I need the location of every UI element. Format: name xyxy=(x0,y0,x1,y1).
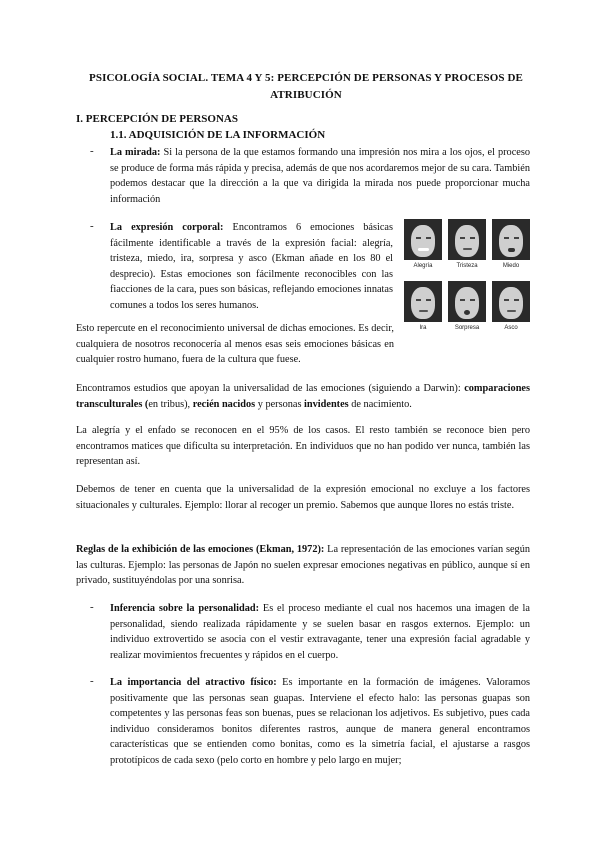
text-expresion: Encontramos 6 emociones básicas fácilmente identificable a través de la expresión facial: alegría, tristeza, miedo, ira, sorpresa y asco (Ekman añade en los 80 el desprecio). Estas emociones son fácilmente reconocibles con las fiacciones de la cara, pues son básicas, reflejando emociones innatas comunes a todos los seres humanos. xyxy=(110,222,394,311)
text-span: de nacimiento. xyxy=(348,398,412,410)
bullet-dash: - xyxy=(90,145,94,157)
paragraph-inferencia xyxy=(110,601,530,663)
text-span: en tribus), xyxy=(148,398,193,410)
page-title: PSICOLOGÍA SOCIAL. TEMA 4 Y 5: PERCEPCIÓN DE PERSONAS Y PROCESOS DE ATRIBUCIÓN xyxy=(89,72,523,101)
paragraph-alegria: La alegría y el enfado se reconocen en el 95% de los casos. El resto también se reconoce bien pero encontramos matices que dificulta su interpretación. En individuos que no han podido ver nunca, también las representan así. xyxy=(76,425,530,468)
text-mirada: Si la persona de la que estamos formando una impresión nos mira a los ojos, el proceso se produce de forma más rápida y precisa, además de que nos acordaremos mejor de su cara. También podemos destacar que la dirección a la que va dirigida la mirada nos puede proporcionar mucha información xyxy=(110,147,530,205)
figure-label: Alegría xyxy=(413,263,433,269)
paragraph-expresion xyxy=(110,220,393,314)
paragraph-mirada xyxy=(110,145,530,207)
bullet-dash: - xyxy=(90,601,94,613)
face-image xyxy=(492,281,530,322)
bold-span: comparaciones transculturales ( xyxy=(76,383,530,410)
paragraph-debemos: Debemos de tener en cuenta que la universalidad de la expresión emocional no excluye a los factores situacionales y culturales. Ejemplo: llorar al recoger un premio. Sabemos que aunque llores no estás triste. xyxy=(76,484,530,511)
face-image xyxy=(448,219,486,260)
figure-label: Miedo xyxy=(502,263,520,269)
label-reglas: Reglas de la exhibición de las emociones (Ekman, 1972): xyxy=(76,544,325,555)
paragraph-repercute: Esto repercute en el reconocimiento universal de dichas emociones. Es decir, cualquiera de nosotros reconocería al menos esas seis emociones básicas en cualquier rostro humano, fuera de la cultura que fuese. xyxy=(76,323,394,366)
bold-span: invidentes xyxy=(304,398,349,410)
face-image xyxy=(492,219,530,260)
paragraph-estudios xyxy=(76,381,530,412)
emotions-figure xyxy=(402,219,532,332)
text-span: Encontramos estudios que apoyan la universalidad de las emociones (siguiendo a Darwin): xyxy=(76,383,465,394)
label-mirada: La mirada: xyxy=(110,147,161,158)
label-expresion: La expresión corporal: xyxy=(110,222,224,233)
face-image xyxy=(404,281,442,322)
paragraph-reglas xyxy=(76,542,530,589)
bold-span: recién nacidos xyxy=(192,398,256,410)
bullet-dash: - xyxy=(90,220,94,232)
face-image xyxy=(448,281,486,322)
figure-label: Ira xyxy=(419,325,427,331)
text-atractivo: Es importante en la formación de imágenes. Valoramos positivamente que las personas sean guapas. Interviene el efecto halo: las personas guapas son competentes y las personas feas son buenas, pues se relacionan los adjetivos. Es subjetivo, pues cada individuo consideramos bonitos diferentes rastros, aunque de manera general encontramos características que se entienden como bonitas, como es la simetría facial, el ajustarse a rasgos prototípicos de cada sexo (pelo corto en hombre y pelo largo en mujer; xyxy=(110,677,530,766)
section-heading: I. PERCEPCIÓN DE PERSONAS xyxy=(76,113,238,125)
label-inferencia: Inferencia sobre la personalidad: xyxy=(110,603,260,614)
figure-label: Sorpresa xyxy=(454,325,480,331)
figure-label: Tristeza xyxy=(456,263,478,269)
paragraph-atractivo xyxy=(110,675,530,769)
figure-label: Asco xyxy=(504,325,518,331)
subsection-heading: 1.1. ADQUISICIÓN DE LA INFORMACIÓN xyxy=(110,129,326,141)
label-atractivo: La importancia del atractivo físico: xyxy=(110,677,277,688)
face-image xyxy=(404,219,442,260)
bullet-dash: - xyxy=(90,675,94,687)
text-reglas: La representación de las emociones varían según las culturas. Ejemplo: las personas de Japón no suelen expresar emociones negativas en público, aunque sí en privado, sustituyéndolas por una sonrisa. xyxy=(76,544,531,587)
text-span: y personas xyxy=(255,398,305,410)
text-inferencia: Es el proceso mediante el cual nos hacemos una imagen de la personalidad, siendo realizada rápidamente y se suelen basar en rasgos externos. Ejemplo: un individuo extrovertido se asocia con el vestir extravagante, tener una expresión facial agradable y realizar movimientos frecuentes y rápidos en el cuerpo. xyxy=(110,603,530,661)
